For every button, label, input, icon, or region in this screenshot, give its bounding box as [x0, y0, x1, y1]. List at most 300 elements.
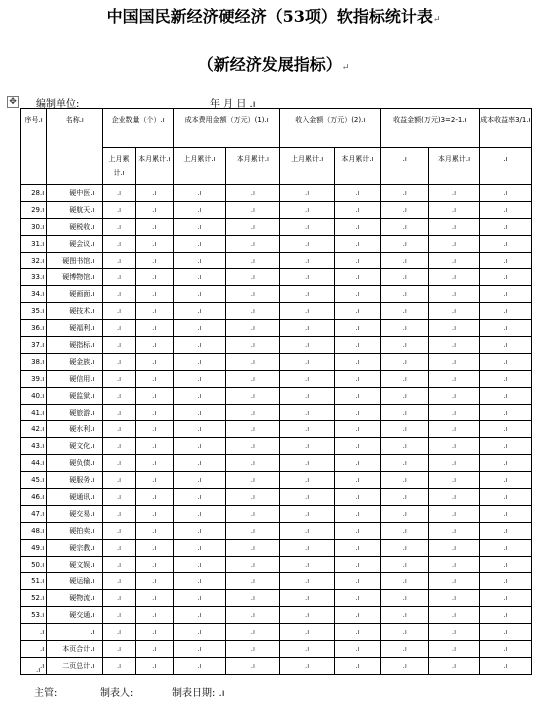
data-cell[interactable]: .ı — [479, 370, 531, 387]
data-cell[interactable]: .ı — [226, 522, 280, 539]
data-cell[interactable]: .ı — [103, 201, 135, 218]
data-cell[interactable]: .ı — [135, 607, 173, 624]
data-cell[interactable]: .ı — [381, 438, 429, 455]
data-cell[interactable]: .ı — [334, 201, 380, 218]
data-cell[interactable]: .ı — [381, 421, 429, 438]
data-cell[interactable]: .ı — [280, 489, 334, 506]
data-cell[interactable]: .ı — [479, 624, 531, 641]
data-cell[interactable]: .ı — [479, 421, 531, 438]
data-cell[interactable]: .ı — [173, 303, 225, 320]
data-cell[interactable]: .ı — [479, 522, 531, 539]
data-cell[interactable]: .ı — [479, 505, 531, 522]
data-cell[interactable]: .ı — [173, 201, 225, 218]
data-cell[interactable]: .ı — [334, 218, 380, 235]
data-cell[interactable]: .ı — [173, 455, 225, 472]
data-cell[interactable]: .ı — [103, 421, 135, 438]
data-cell[interactable]: .ı — [280, 573, 334, 590]
data-cell[interactable]: .ı — [429, 404, 479, 421]
data-cell[interactable]: .ı — [381, 404, 429, 421]
data-cell[interactable]: .ı — [429, 387, 479, 404]
paragraph-mark: .ı — [36, 666, 41, 674]
data-cell[interactable]: .ı — [381, 522, 429, 539]
subheader-income-last: 上月累计.ı — [280, 148, 334, 185]
data-cell[interactable]: .ı — [479, 657, 531, 674]
data-cell[interactable]: .ı — [334, 455, 380, 472]
data-cell[interactable]: .ı — [381, 505, 429, 522]
data-cell[interactable]: .ı — [135, 286, 173, 303]
data-cell[interactable]: .ı — [135, 421, 173, 438]
data-cell[interactable]: .ı — [103, 269, 135, 286]
data-cell[interactable]: .ı — [381, 472, 429, 489]
subheader-profit-this: 本月累计.ı — [429, 148, 479, 185]
data-cell[interactable]: .ı — [429, 607, 479, 624]
data-cell[interactable]: .ı — [479, 404, 531, 421]
footer-maker: 制表人: — [100, 688, 134, 699]
data-cell[interactable]: .ı — [103, 185, 135, 202]
data-cell[interactable]: .ı — [226, 269, 280, 286]
data-cell[interactable]: .ı — [334, 438, 380, 455]
data-cell[interactable]: .ı — [334, 590, 380, 607]
data-cell[interactable]: .ı — [173, 641, 225, 658]
data-cell[interactable]: .ı — [135, 455, 173, 472]
data-cell[interactable]: .ı — [381, 455, 429, 472]
data-cell[interactable]: .ı — [381, 539, 429, 556]
data-cell[interactable]: .ı — [429, 573, 479, 590]
data-cell[interactable]: .ı — [479, 590, 531, 607]
data-cell[interactable]: .ı — [381, 489, 429, 506]
data-cell[interactable]: .ı — [280, 235, 334, 252]
data-cell[interactable]: .ı — [173, 337, 225, 354]
data-cell[interactable]: .ı — [429, 235, 479, 252]
row-seq: 43.ı — [21, 438, 47, 455]
data-cell[interactable]: .ı — [280, 303, 334, 320]
data-cell[interactable]: .ı — [173, 235, 225, 252]
data-cell[interactable]: .ı — [173, 438, 225, 455]
data-cell[interactable]: .ı — [479, 573, 531, 590]
data-cell[interactable]: .ı — [479, 472, 531, 489]
data-cell[interactable]: .ı — [226, 218, 280, 235]
data-cell[interactable]: .ı — [334, 286, 380, 303]
data-cell[interactable]: .ı — [429, 624, 479, 641]
data-cell[interactable]: .ı — [135, 573, 173, 590]
data-cell[interactable]: .ı — [429, 657, 479, 674]
data-cell[interactable]: .ı — [334, 235, 380, 252]
data-cell[interactable]: .ı — [103, 438, 135, 455]
data-cell[interactable]: .ı — [479, 201, 531, 218]
data-cell[interactable]: .ı — [226, 624, 280, 641]
data-cell[interactable]: .ı — [103, 286, 135, 303]
data-cell[interactable]: .ı — [135, 489, 173, 506]
data-cell[interactable]: .ı — [334, 522, 380, 539]
data-cell[interactable]: .ı — [135, 303, 173, 320]
row-name: 硬物流.ı — [47, 590, 103, 607]
date-label: 年 月 日 .ı — [210, 99, 256, 110]
data-cell[interactable]: .ı — [173, 505, 225, 522]
data-cell[interactable]: .ı — [280, 455, 334, 472]
data-cell[interactable]: .ı — [334, 320, 380, 337]
data-cell[interactable]: .ı — [280, 337, 334, 354]
data-cell[interactable]: .ı — [429, 590, 479, 607]
data-cell[interactable]: .ı — [226, 489, 280, 506]
data-cell[interactable]: .ı — [173, 472, 225, 489]
data-cell[interactable]: .ı — [280, 201, 334, 218]
data-cell[interactable]: .ı — [226, 539, 280, 556]
data-cell[interactable]: .ı — [173, 421, 225, 438]
data-cell[interactable]: .ı — [226, 370, 280, 387]
data-cell[interactable]: .ı — [280, 505, 334, 522]
data-cell[interactable]: .ı — [173, 404, 225, 421]
data-cell[interactable]: .ı — [103, 472, 135, 489]
data-cell[interactable]: .ı — [429, 438, 479, 455]
data-cell[interactable]: .ı — [103, 218, 135, 235]
data-cell[interactable]: .ı — [226, 235, 280, 252]
data-cell[interactable]: .ı — [173, 218, 225, 235]
table-row — [21, 556, 532, 573]
data-cell[interactable]: .ı — [334, 404, 380, 421]
data-cell[interactable]: .ı — [226, 201, 280, 218]
row-seq: 29.ı — [21, 201, 47, 218]
data-cell[interactable]: .ı — [280, 472, 334, 489]
data-cell[interactable]: .ı — [429, 353, 479, 370]
data-cell[interactable]: .ı — [135, 337, 173, 354]
data-cell[interactable]: .ı — [381, 353, 429, 370]
row-name: 硬税收.ı — [47, 218, 103, 235]
data-cell[interactable]: .ı — [479, 218, 531, 235]
data-cell[interactable]: .ı — [429, 269, 479, 286]
data-cell[interactable]: .ı — [135, 218, 173, 235]
data-cell[interactable]: .ı — [135, 320, 173, 337]
data-cell[interactable]: .ı — [280, 252, 334, 269]
data-cell[interactable]: .ı — [429, 539, 479, 556]
data-cell[interactable]: .ı — [173, 286, 225, 303]
data-cell[interactable]: .ı — [226, 337, 280, 354]
data-cell[interactable]: .ı — [429, 522, 479, 539]
data-cell[interactable]: .ı — [135, 404, 173, 421]
data-cell[interactable]: .ı — [226, 641, 280, 658]
data-cell[interactable]: .ı — [135, 505, 173, 522]
table-row — [21, 353, 532, 370]
data-cell[interactable]: .ı — [334, 573, 380, 590]
table-row — [21, 438, 532, 455]
row-seq: 46.ı — [21, 489, 47, 506]
row-seq: 51.ı — [21, 573, 47, 590]
data-cell[interactable]: .ı — [280, 438, 334, 455]
data-cell[interactable]: .ı — [334, 624, 380, 641]
data-cell[interactable]: .ı — [103, 252, 135, 269]
data-cell[interactable]: .ı — [280, 657, 334, 674]
data-cell[interactable]: .ı — [135, 472, 173, 489]
data-cell[interactable]: .ı — [429, 320, 479, 337]
data-cell[interactable]: .ı — [173, 556, 225, 573]
document-subtitle: （新经济发展指标）↵ — [197, 55, 350, 74]
data-cell[interactable]: .ı — [334, 252, 380, 269]
row-name: 硬福利.ı — [47, 320, 103, 337]
data-cell[interactable]: .ı — [381, 657, 429, 674]
data-cell[interactable]: .ı — [280, 624, 334, 641]
data-cell[interactable]: .ı — [334, 489, 380, 506]
data-cell[interactable]: .ı — [381, 624, 429, 641]
data-cell[interactable]: .ı — [173, 489, 225, 506]
data-cell[interactable]: .ı — [280, 590, 334, 607]
data-cell[interactable]: .ı — [173, 185, 225, 202]
data-cell[interactable]: .ı — [280, 286, 334, 303]
data-cell[interactable]: .ı — [381, 387, 429, 404]
data-cell[interactable]: .ı — [280, 370, 334, 387]
data-cell[interactable]: .ı — [334, 387, 380, 404]
data-cell[interactable]: .ı — [429, 489, 479, 506]
data-cell[interactable]: .ı — [280, 185, 334, 202]
data-cell[interactable]: .ı — [381, 201, 429, 218]
data-cell[interactable]: .ı — [103, 370, 135, 387]
data-cell[interactable]: .ı — [280, 607, 334, 624]
data-cell[interactable]: .ı — [280, 218, 334, 235]
data-cell[interactable]: .ı — [135, 201, 173, 218]
data-cell[interactable]: .ı — [280, 539, 334, 556]
data-cell[interactable]: .ı — [429, 641, 479, 658]
data-cell[interactable]: .ı — [479, 539, 531, 556]
data-cell[interactable]: .ı — [334, 269, 380, 286]
row-seq: 35.ı — [21, 303, 47, 320]
data-cell[interactable]: .ı — [103, 303, 135, 320]
row-name: 硬信用.ı — [47, 370, 103, 387]
data-cell[interactable]: .ı — [429, 421, 479, 438]
table-row — [21, 404, 532, 421]
table-row — [21, 218, 532, 235]
data-cell[interactable]: .ı — [334, 353, 380, 370]
data-cell[interactable]: .ı — [280, 421, 334, 438]
data-cell[interactable]: .ı — [280, 556, 334, 573]
table-row — [21, 489, 532, 506]
data-cell[interactable]: .ı — [226, 455, 280, 472]
data-cell[interactable]: .ı — [381, 641, 429, 658]
data-cell[interactable]: .ı — [381, 590, 429, 607]
data-cell[interactable]: .ı — [381, 320, 429, 337]
data-cell[interactable]: .ı — [226, 252, 280, 269]
data-cell[interactable]: .ı — [479, 607, 531, 624]
data-cell[interactable]: .ı — [280, 269, 334, 286]
data-cell[interactable]: .ı — [173, 252, 225, 269]
data-cell[interactable]: .ı — [381, 185, 429, 202]
row-seq: 40.ı — [21, 387, 47, 404]
data-cell[interactable]: .ı — [226, 505, 280, 522]
data-cell[interactable]: .ı — [103, 522, 135, 539]
data-cell[interactable]: .ı — [334, 539, 380, 556]
data-cell[interactable]: .ı — [479, 269, 531, 286]
data-cell[interactable]: .ı — [103, 624, 135, 641]
data-cell[interactable]: .ı — [381, 337, 429, 354]
table-move-handle-icon[interactable]: ✥ — [7, 96, 19, 108]
table-row — [21, 641, 532, 658]
row-name: 硬负债.ı — [47, 455, 103, 472]
data-cell[interactable]: .ı — [103, 404, 135, 421]
data-cell[interactable]: .ı — [334, 657, 380, 674]
data-cell[interactable]: .ı — [280, 320, 334, 337]
data-cell[interactable]: .ı — [103, 320, 135, 337]
data-cell[interactable]: .ı — [135, 353, 173, 370]
data-cell[interactable]: .ı — [429, 370, 479, 387]
data-cell[interactable]: .ı — [103, 641, 135, 658]
data-cell[interactable]: .ı — [135, 657, 173, 674]
data-cell[interactable]: .ı — [226, 320, 280, 337]
data-cell[interactable]: .ı — [479, 235, 531, 252]
data-cell[interactable]: .ı — [381, 235, 429, 252]
row-name: 硬会议.ı — [47, 235, 103, 252]
data-cell[interactable]: .ı — [103, 235, 135, 252]
data-cell[interactable]: .ı — [103, 607, 135, 624]
data-cell[interactable]: .ı — [381, 218, 429, 235]
data-cell[interactable]: .ı — [334, 641, 380, 658]
data-cell[interactable]: .ı — [334, 556, 380, 573]
row-name: 硬指标.ı — [47, 337, 103, 354]
data-cell[interactable]: .ı — [381, 303, 429, 320]
data-cell[interactable]: .ı — [429, 337, 479, 354]
row-seq: 36.ı — [21, 320, 47, 337]
data-cell[interactable]: .ı — [103, 337, 135, 354]
data-cell[interactable]: .ı — [479, 489, 531, 506]
data-cell[interactable]: .ı — [103, 505, 135, 522]
data-cell[interactable]: .ı — [381, 269, 429, 286]
data-cell[interactable]: .ı — [135, 641, 173, 658]
data-cell[interactable]: .ı — [226, 556, 280, 573]
data-cell[interactable]: .ı — [226, 573, 280, 590]
data-cell[interactable]: .ı — [173, 573, 225, 590]
row-seq: 32.ı — [21, 252, 47, 269]
data-cell[interactable]: .ı — [103, 353, 135, 370]
data-cell[interactable]: .ı — [173, 370, 225, 387]
data-cell[interactable]: .ı — [173, 590, 225, 607]
data-cell[interactable]: .ı — [280, 387, 334, 404]
data-cell[interactable]: .ı — [334, 337, 380, 354]
data-cell[interactable]: .ı — [479, 252, 531, 269]
data-cell[interactable]: .ı — [103, 387, 135, 404]
row-seq: 45.ı — [21, 472, 47, 489]
data-cell[interactable]: .ı — [429, 472, 479, 489]
data-cell[interactable]: .ı — [135, 387, 173, 404]
data-cell[interactable]: .ı — [135, 252, 173, 269]
data-cell[interactable]: .ı — [135, 235, 173, 252]
data-cell[interactable]: .ı — [479, 185, 531, 202]
data-cell[interactable]: .ı — [479, 641, 531, 658]
table-row — [21, 370, 532, 387]
data-cell[interactable]: .ı — [334, 370, 380, 387]
data-cell[interactable]: .ı — [381, 556, 429, 573]
data-cell[interactable]: .ı — [429, 455, 479, 472]
data-cell[interactable]: .ı — [173, 522, 225, 539]
row-seq: .ı — [21, 624, 47, 641]
data-cell[interactable]: .ı — [226, 404, 280, 421]
data-cell[interactable]: .ı — [381, 370, 429, 387]
data-cell[interactable]: .ı — [173, 539, 225, 556]
data-cell[interactable]: .ı — [173, 607, 225, 624]
data-cell[interactable]: .ı — [429, 201, 479, 218]
data-cell[interactable]: .ı — [226, 607, 280, 624]
data-cell[interactable]: .ı — [173, 387, 225, 404]
data-cell[interactable]: .ı — [280, 522, 334, 539]
data-cell[interactable]: .ı — [381, 252, 429, 269]
data-cell[interactable]: .ı — [479, 455, 531, 472]
data-cell[interactable]: .ı — [479, 286, 531, 303]
data-cell[interactable]: .ı — [103, 573, 135, 590]
data-cell[interactable]: .ı — [226, 421, 280, 438]
data-cell[interactable]: .ı — [173, 353, 225, 370]
data-cell[interactable]: .ı — [135, 624, 173, 641]
row-seq: 44.ı — [21, 455, 47, 472]
row-name: 硬技术.ı — [47, 303, 103, 320]
data-cell[interactable]: .ı — [479, 303, 531, 320]
data-cell[interactable]: .ı — [479, 438, 531, 455]
data-cell[interactable]: .ı — [334, 607, 380, 624]
data-cell[interactable]: .ı — [173, 269, 225, 286]
data-cell[interactable]: .ı — [173, 624, 225, 641]
row-seq: 34.ı — [21, 286, 47, 303]
data-cell[interactable]: .ı — [226, 303, 280, 320]
data-cell[interactable]: .ı — [381, 607, 429, 624]
data-cell[interactable]: .ı — [226, 472, 280, 489]
data-cell[interactable]: .ı — [429, 252, 479, 269]
data-cell[interactable]: .ı — [334, 472, 380, 489]
data-cell[interactable]: .ı — [429, 218, 479, 235]
data-cell[interactable]: .ı — [103, 556, 135, 573]
data-cell[interactable]: .ı — [280, 641, 334, 658]
data-cell[interactable]: .ı — [334, 505, 380, 522]
data-cell[interactable]: .ı — [479, 556, 531, 573]
data-cell[interactable]: .ı — [103, 590, 135, 607]
data-cell[interactable]: .ı — [479, 337, 531, 354]
data-cell[interactable]: .ı — [381, 573, 429, 590]
data-cell[interactable]: .ı — [479, 387, 531, 404]
data-cell[interactable]: .ı — [429, 303, 479, 320]
data-cell[interactable]: .ı — [479, 320, 531, 337]
data-cell[interactable]: .ı — [226, 387, 280, 404]
data-cell[interactable]: .ı — [429, 286, 479, 303]
data-cell[interactable]: .ı — [280, 353, 334, 370]
data-cell[interactable]: .ı — [280, 404, 334, 421]
data-cell[interactable]: .ı — [173, 320, 225, 337]
data-cell[interactable]: .ı — [226, 286, 280, 303]
row-name: 硬拍卖.ı — [47, 522, 103, 539]
data-cell[interactable]: .ı — [135, 185, 173, 202]
data-cell[interactable]: .ı — [226, 353, 280, 370]
data-cell[interactable]: .ı — [135, 590, 173, 607]
data-cell[interactable]: .ı — [135, 522, 173, 539]
data-cell[interactable]: .ı — [334, 303, 380, 320]
data-cell[interactable]: .ı — [135, 438, 173, 455]
data-cell[interactable]: .ı — [429, 556, 479, 573]
data-cell[interactable]: .ı — [103, 539, 135, 556]
row-seq: 31.ı — [21, 235, 47, 252]
data-cell[interactable]: .ı — [226, 657, 280, 674]
data-cell[interactable]: .ı — [226, 590, 280, 607]
data-cell[interactable]: .ı — [135, 269, 173, 286]
data-cell[interactable]: .ı — [429, 505, 479, 522]
subheader-this-month-cum: 本月累计.ı — [135, 148, 173, 185]
data-cell[interactable]: .ı — [103, 489, 135, 506]
data-cell[interactable]: .ı — [226, 185, 280, 202]
data-cell[interactable]: .ı — [103, 455, 135, 472]
data-cell[interactable]: .ı — [334, 185, 380, 202]
data-cell[interactable]: .ı — [135, 556, 173, 573]
data-cell[interactable]: .ı — [135, 539, 173, 556]
data-cell[interactable]: .ı — [226, 438, 280, 455]
data-cell[interactable]: .ı — [173, 657, 225, 674]
data-cell[interactable]: .ı — [479, 353, 531, 370]
data-cell[interactable]: .ı — [429, 185, 479, 202]
data-cell[interactable]: .ı — [334, 421, 380, 438]
data-cell[interactable]: .ı — [381, 286, 429, 303]
data-cell[interactable]: .ı — [103, 657, 135, 674]
data-cell[interactable]: .ı — [135, 370, 173, 387]
table-row — [21, 590, 532, 607]
